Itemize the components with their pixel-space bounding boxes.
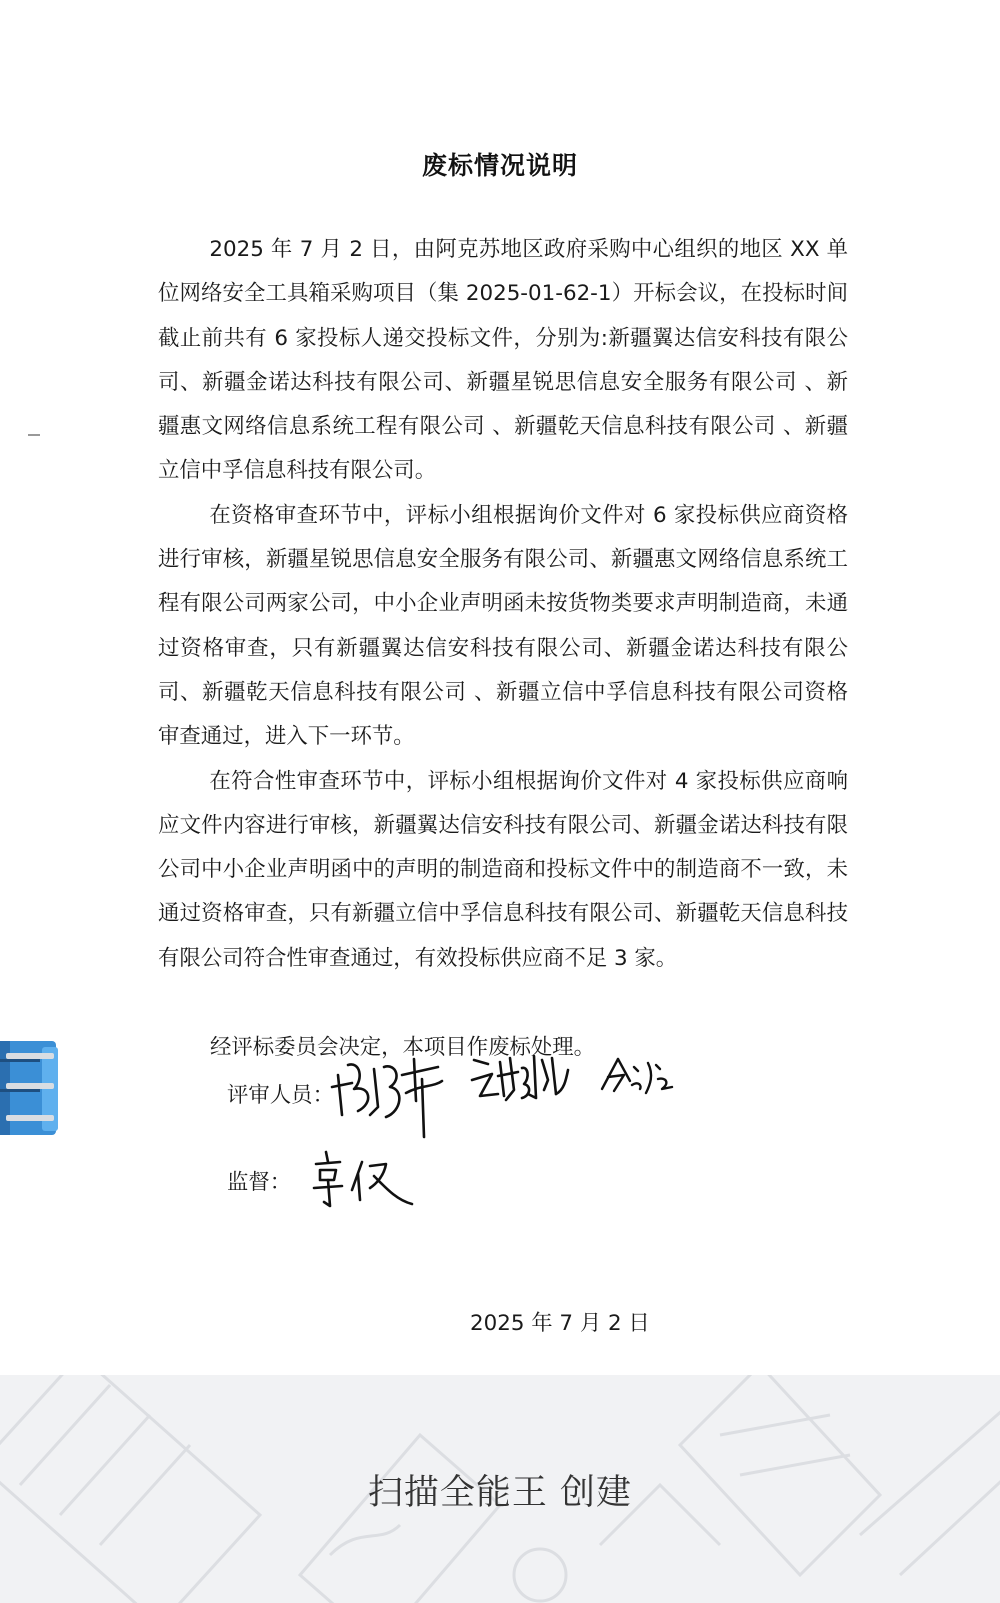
document-date: 2025 年 7 月 2 日 (470, 1311, 650, 1336)
scanner-footer (0, 1375, 1000, 1603)
reviewers-row (227, 1078, 334, 1109)
reviewer-signature-3 (600, 1055, 680, 1105)
paragraph-qualification-review: 在资格审查环节中，评标小组根据询价文件对 6 家投标供应商资格进行审核，新疆星锐思信息安全服务有限公司、新疆惠文网络信息系统工程有限公司两家公司，中小企业声明函未按货物类要求声明制造商，未通过资格审查，只有新疆翼达信安科技有限公司、新疆金诺达科技有限公司、新疆乾天信息科技有限公司 、新疆立信中孚信息科技有限公司资格审查通过，进入下一环节。 (158, 502, 848, 750)
reviewers-label: 评审人员： (227, 1083, 334, 1108)
decision-statement: 经评标委员会决定，本项目作废标处理。 (210, 1035, 596, 1060)
scanner-brand-label: 扫描全能王 创建 (367, 1473, 633, 1513)
document-title: 废标情况说明 (421, 151, 578, 180)
scan-speck (28, 434, 40, 436)
supervisor-row (227, 1165, 291, 1196)
reviewer-signature-2 (470, 1050, 570, 1110)
document-body (158, 228, 848, 981)
reviewer-signature-1 (330, 1045, 455, 1140)
supervisor-signature (312, 1150, 417, 1216)
supervisor-label: 监督： (227, 1170, 292, 1195)
binder-clip (0, 1033, 62, 1141)
paragraph-bid-opening: 2025 年 7 月 2 日，由阿克苏地区政府采购中心组织的地区 XX 单位网络安全工具箱采购项目（集 2025-01-62-1）开标会议，在投标时间截止前共有 6 家投标人递交投标文件，分别为:新疆翼达信安科技有限公司、新疆金诺达科技有限公司、新疆星锐思信息安全服务有限公司 、新疆惠文网络信息系统工程有限公司 、新疆乾天信息科技有限公司 、新疆立信中孚信息科技有限公司。 (158, 237, 848, 484)
paragraph-compliance-review: 在符合性审查环节中，评标小组根据询价文件对 4 家投标供应商响应文件内容进行审核，新疆翼达信安科技有限公司、新疆金诺达科技有限公司中小企业声明函中的声明的制造商和投标文件中的制造商不一致，未通过资格审查，只有新疆立信中孚信息科技有限公司、新疆乾天信息科技有限公司符合性审查通过，有效投标供应商不足 3 家。 (158, 768, 848, 971)
